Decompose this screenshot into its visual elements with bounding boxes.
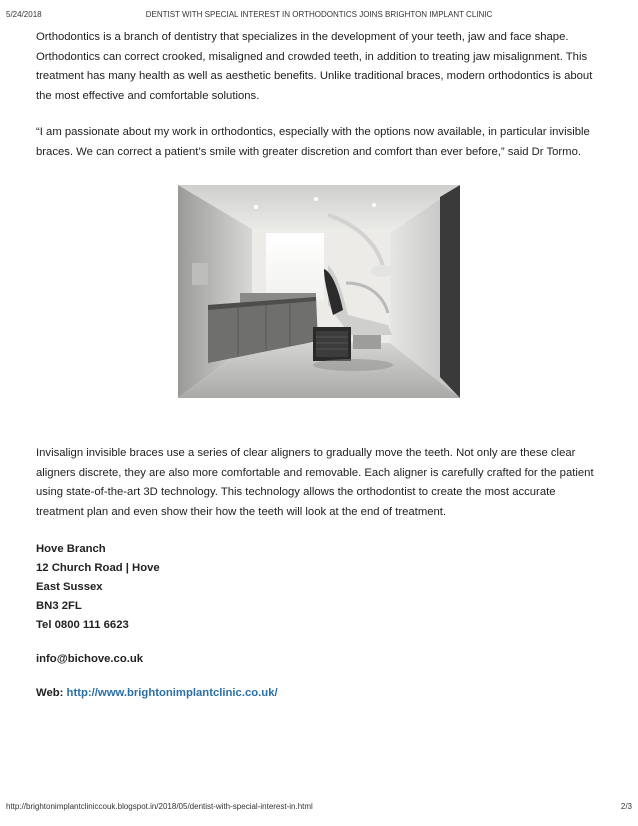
branch-phone: Tel 0800 111 6623 [36,619,129,631]
branch-street: 12 Church Road | Hove [36,562,160,574]
contact-web [36,687,602,699]
print-header [6,10,632,22]
branch-address [36,540,602,635]
contact-email: info@bichove.co.uk [36,653,144,665]
dental-clinic-photo [178,185,460,398]
branch-name: Hove Branch [36,543,106,555]
print-title: DENTIST WITH SPECIAL INTEREST IN ORTHODONTICS JOINS BRIGHTON IMPLANT CLINIC [145,10,493,19]
branch-postcode: BN3 2FL [36,600,82,612]
branch-county: East Sussex [36,581,103,593]
print-url: http://brightonimplantcliniccouk.blogspot.in/2018/05/dentist-with-special-interest-in.html [6,802,313,811]
article-paragraph-1: Orthodontics is a branch of dentistry that specializes in the development of your teeth, jaw and face shape. Orthodontics can correct crooked, misaligned and crowded teeth, in addition to treating jaw misalignment. This treatment has many health as well as aesthetic benefits. Unlike traditional braces, modern orthodontics is about the most effective and comfortable solutions. [36,31,593,102]
print-footer [6,802,632,814]
web-label: Web: [36,687,67,699]
article-paragraph-2: “I am passionate about my work in orthodontics, especially with the options now available, in particular invisible braces. We can correct a patient’s smile with greater discretion and comfort than ever before,” said Dr Tormo. [36,126,590,158]
print-date: 5/24/2018 [6,10,42,19]
article-paragraph-3: Invisalign invisible braces use a series of clear aligners to gradually move the teeth. Not only are these clear aligners discrete, they are also more comfortable and removable. Each aligner is carefully crafted for the patient using state-of-the-art 3D technology. This technology allows the orthodontist to create the most accurate treatment plan and even show their how the teeth will look at the end of treatment. [36,447,594,518]
web-link[interactable]: http://www.brightonimplantclinic.co.uk/ [66,687,278,699]
page-number: 2/3 [620,802,632,811]
article-content [36,28,602,699]
